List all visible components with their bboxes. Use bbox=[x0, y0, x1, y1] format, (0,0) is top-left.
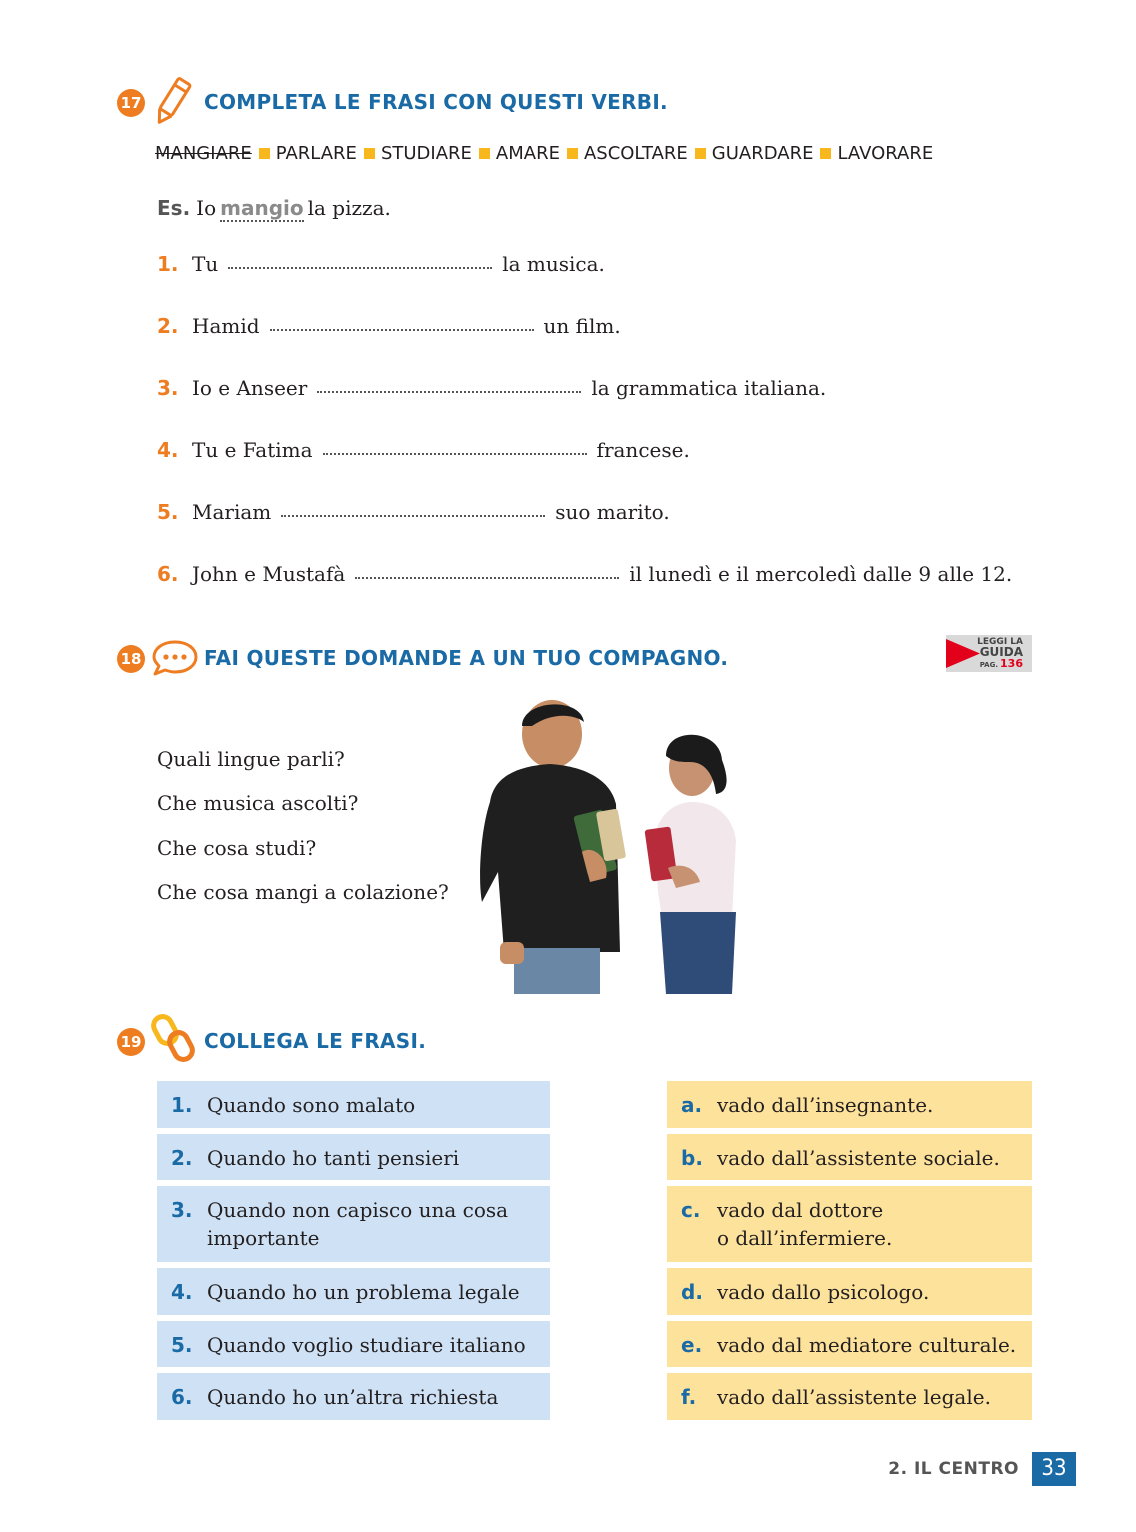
match-left-text: Quando ho un’altra richiesta bbox=[207, 1385, 499, 1409]
verb-item: STUDIARE bbox=[380, 143, 472, 164]
match-left-number: 5. bbox=[171, 1333, 193, 1357]
exercise-number-badge: 17 bbox=[117, 89, 145, 117]
guide-page-label: PAG. bbox=[979, 661, 998, 669]
bullet-square-icon bbox=[695, 148, 706, 159]
sentence-row bbox=[157, 376, 826, 400]
match-left-number: 2. bbox=[171, 1146, 193, 1170]
match-left-text: Quando ho tanti pensieri bbox=[207, 1146, 460, 1170]
sentence-rest: la musica. bbox=[502, 252, 605, 276]
match-right-letter: c. bbox=[681, 1198, 701, 1222]
sentence-number: 4. bbox=[157, 438, 179, 462]
match-left-item[interactable] bbox=[157, 1268, 550, 1315]
verb-item: AMARE bbox=[495, 143, 560, 164]
match-right-item[interactable] bbox=[667, 1186, 1032, 1262]
verb-item: MANGIARE bbox=[155, 143, 252, 164]
sentence-row bbox=[157, 252, 605, 276]
guide-reference[interactable] bbox=[946, 635, 1032, 672]
sentence-rest: la grammatica italiana. bbox=[591, 376, 827, 400]
sentence-subject: Io e Anseer bbox=[192, 376, 308, 400]
example-rest: la pizza. bbox=[307, 196, 391, 220]
answer-blank[interactable] bbox=[270, 328, 534, 331]
example-label: Es. bbox=[157, 196, 191, 220]
match-right-letter: a. bbox=[681, 1093, 703, 1117]
question: Che cosa studi? bbox=[157, 836, 317, 860]
sentence-number: 1. bbox=[157, 252, 179, 276]
sentence-subject: Hamid bbox=[192, 314, 260, 338]
sentence-row bbox=[157, 314, 621, 338]
sentence-row bbox=[157, 438, 690, 462]
match-right-text: vado dal mediatore culturale. bbox=[717, 1333, 1017, 1357]
answer-blank[interactable] bbox=[317, 390, 581, 393]
match-left-text: Quando ho un problema legale bbox=[207, 1280, 520, 1304]
sentence-subject: Tu bbox=[192, 252, 219, 276]
students-talking-photo bbox=[470, 692, 750, 994]
sentence-subject: Tu e Fatima bbox=[192, 438, 313, 462]
bullet-square-icon bbox=[567, 148, 578, 159]
play-arrow-icon bbox=[946, 639, 980, 668]
match-left-number: 3. bbox=[171, 1198, 193, 1222]
exercise-number-badge: 18 bbox=[117, 645, 145, 673]
match-right-item[interactable] bbox=[667, 1081, 1032, 1128]
example-sentence bbox=[157, 196, 391, 222]
match-right-item[interactable] bbox=[667, 1373, 1032, 1420]
guide-label: LEGGI LA bbox=[977, 637, 1023, 647]
sentence-subject: John e Mustafà bbox=[192, 562, 346, 586]
match-right-text: vado dall’assistente legale. bbox=[717, 1385, 991, 1409]
guide-page-number: 136 bbox=[1000, 657, 1023, 670]
match-right-text: vado dal dottore o dall’infermiere. bbox=[717, 1198, 893, 1250]
bullet-square-icon bbox=[364, 148, 375, 159]
verb-item: LAVORARE bbox=[837, 143, 934, 164]
match-left-number: 4. bbox=[171, 1280, 193, 1304]
question: Quali lingue parli? bbox=[157, 747, 345, 771]
pencil-icon bbox=[152, 74, 192, 130]
example-answer: mangio bbox=[220, 196, 304, 220]
sentence-number: 6. bbox=[157, 562, 179, 586]
bullet-square-icon bbox=[820, 148, 831, 159]
exercise-title: COLLEGA LE FRASI. bbox=[204, 1029, 427, 1053]
match-left-text: Quando voglio studiare italiano bbox=[207, 1333, 526, 1357]
sentence-number: 2. bbox=[157, 314, 179, 338]
exercise-title: COMPLETA LE FRASI CON QUESTI VERBI. bbox=[204, 90, 668, 114]
exercise-title: FAI QUESTE DOMANDE A UN TUO COMPAGNO. bbox=[204, 646, 729, 670]
guide-title: GUIDA bbox=[979, 645, 1023, 659]
bullet-square-icon bbox=[479, 148, 490, 159]
chain-link-icon bbox=[150, 1012, 198, 1064]
exercise-number-badge: 19 bbox=[117, 1028, 145, 1056]
match-right-item[interactable] bbox=[667, 1134, 1032, 1180]
chapter-label: 2. IL CENTRO bbox=[888, 1459, 1019, 1479]
question: Che cosa mangi a colazione? bbox=[157, 880, 449, 904]
question: Che musica ascolti? bbox=[157, 791, 359, 815]
match-right-letter: f. bbox=[681, 1385, 697, 1409]
verb-item: PARLARE bbox=[275, 143, 357, 164]
sentence-rest: un film. bbox=[543, 314, 621, 338]
match-left-item[interactable] bbox=[157, 1186, 550, 1262]
match-left-item[interactable] bbox=[157, 1373, 550, 1420]
sentence-rest: suo marito. bbox=[555, 500, 670, 524]
match-right-letter: b. bbox=[681, 1146, 703, 1170]
speech-bubble-icon bbox=[150, 638, 200, 678]
answer-blank[interactable] bbox=[228, 266, 492, 269]
match-right-letter: d. bbox=[681, 1280, 703, 1304]
sentence-rest: francese. bbox=[596, 438, 690, 462]
verb-item: ASCOLTARE bbox=[583, 143, 688, 164]
verb-list bbox=[155, 143, 933, 164]
match-left-text: Quando non capisco una cosa importante bbox=[207, 1198, 509, 1250]
sentence-row bbox=[157, 562, 1012, 586]
bullet-square-icon bbox=[259, 148, 270, 159]
match-left-item[interactable] bbox=[157, 1081, 550, 1128]
verb-item: GUARDARE bbox=[711, 143, 814, 164]
sentence-number: 5. bbox=[157, 500, 179, 524]
sentence-number: 3. bbox=[157, 376, 179, 400]
match-right-item[interactable] bbox=[667, 1321, 1032, 1367]
match-left-number: 6. bbox=[171, 1385, 193, 1409]
match-right-item[interactable] bbox=[667, 1268, 1032, 1315]
answer-blank[interactable] bbox=[355, 576, 619, 579]
match-right-letter: e. bbox=[681, 1333, 703, 1357]
page-number: 33 bbox=[1032, 1452, 1076, 1486]
match-right-text: vado dall’insegnante. bbox=[717, 1093, 934, 1117]
answer-blank[interactable] bbox=[281, 514, 545, 517]
sentence-row bbox=[157, 500, 670, 524]
match-left-text: Quando sono malato bbox=[207, 1093, 416, 1117]
example-subject: Io bbox=[196, 196, 217, 220]
sentence-subject: Mariam bbox=[192, 500, 272, 524]
match-left-item[interactable] bbox=[157, 1321, 550, 1367]
match-left-number: 1. bbox=[171, 1093, 193, 1117]
match-right-text: vado dallo psicologo. bbox=[717, 1280, 930, 1304]
sentence-rest: il lunedì e il mercoledì dalle 9 alle 12. bbox=[629, 562, 1013, 586]
match-left-item[interactable] bbox=[157, 1134, 550, 1180]
match-right-text: vado dall’assistente sociale. bbox=[717, 1146, 1000, 1170]
answer-blank[interactable] bbox=[323, 452, 587, 455]
